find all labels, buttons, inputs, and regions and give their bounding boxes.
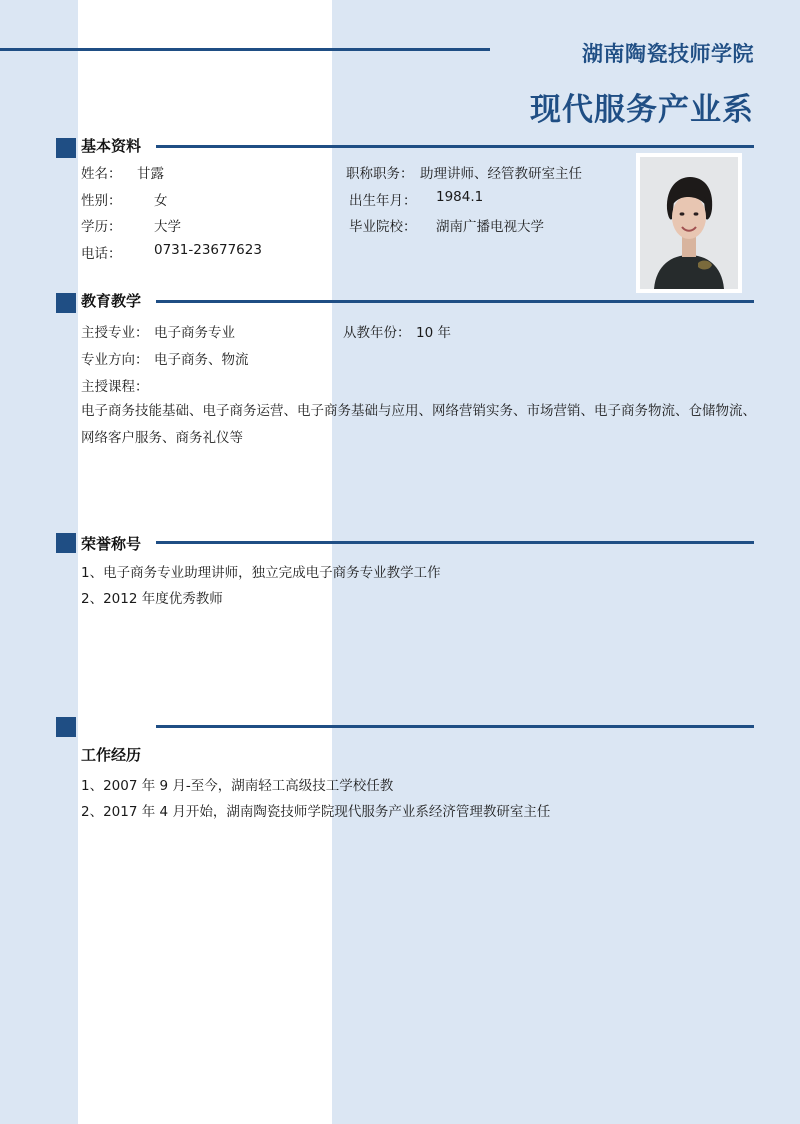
department-name: 现代服务产业系 [530,92,754,128]
section-title-education: 教育教学 [81,292,142,310]
teaching-years-label: 从教年份： [343,325,411,341]
honor-item: 1、电子商务专业助理讲师，独立完成电子商务专业教学工作 [81,565,441,581]
section-title-basic: 基本资料 [81,137,142,155]
background-stripe-left [0,0,78,1124]
title-value: 助理讲师、经管教研室主任 [420,166,582,182]
section-marker-education [56,293,76,313]
name-label: 姓名： [81,166,122,182]
section-rule-education [156,300,754,303]
gender-value: 女 [154,193,168,209]
section-title-work: 工作经历 [81,746,142,764]
direction-label: 专业方向： [81,352,149,368]
major-value: 电子商务专业 [154,325,235,341]
gender-label: 性别： [81,193,122,209]
phone-label: 电话： [81,246,122,262]
degree-label: 学历： [81,219,122,235]
birth-label: 出生年月： [349,193,417,209]
header-rule [0,48,490,51]
teaching-years-value: 10 年 [416,325,451,341]
graduate-school-value: 湖南广播电视大学 [436,219,544,235]
section-marker-honors [56,533,76,553]
section-marker-work [56,717,76,737]
phone-value: 0731-23677623 [154,242,262,258]
courses-label: 主授课程： [81,379,149,395]
birth-value: 1984.1 [436,189,484,205]
courses-value: 电子商务技能基础、电子商务运营、电子商务基础与应用、网络营销实务、市场营销、电子商务物流、仓储物流、网络客户服务、商务礼仪等 [81,403,756,446]
degree-value: 大学 [154,219,181,235]
title-label: 职称职务： [346,166,414,182]
section-rule-basic [156,145,754,148]
direction-value: 电子商务、物流 [154,352,249,368]
work-item: 1、2007 年 9 月-至今，湖南轻工高级技工学校任教 [81,778,394,794]
school-name: 湖南陶瓷技师学院 [582,42,754,66]
section-marker-basic [56,138,76,158]
name-value: 甘露 [137,166,164,182]
section-title-honors: 荣誉称号 [81,535,142,553]
graduate-school-label: 毕业院校： [349,219,417,235]
section-rule-honors [156,541,754,544]
profile-photo [636,153,742,293]
work-item: 2、2017 年 4 月开始，湖南陶瓷技师学院现代服务产业系经济管理教研室主任 [81,804,551,820]
honor-item: 2、2012 年度优秀教师 [81,591,223,607]
person-portrait-icon [640,157,738,289]
major-label: 主授专业： [81,325,149,341]
section-rule-work [156,725,754,728]
